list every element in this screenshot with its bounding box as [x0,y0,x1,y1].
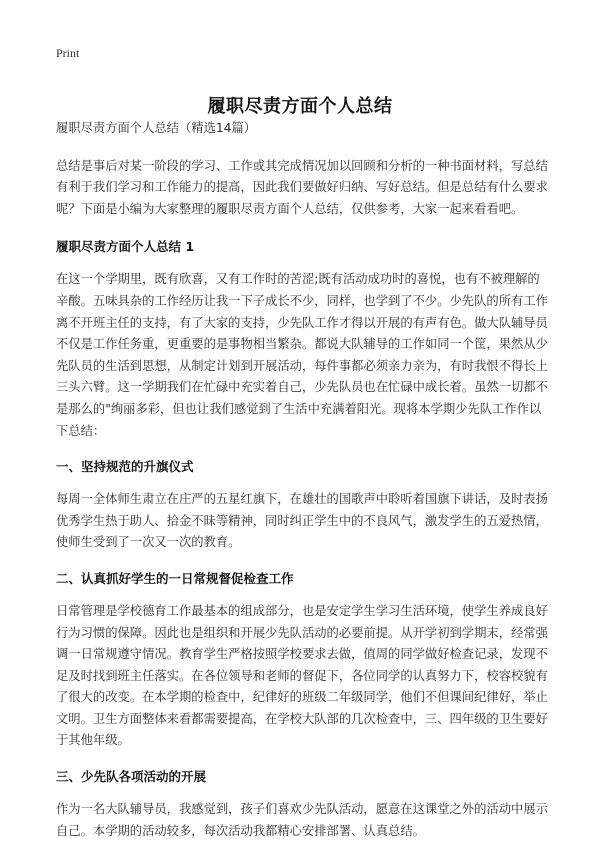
article-heading: 履职尽责方面个人总结 1 [56,239,195,255]
page-title: 履职尽责方面个人总结 [207,96,393,118]
article-paragraph: 在这一个学期里，既有欣喜，又有工作时的苦涩;既有活动成功时的喜悦，也有不被理解的辛酸。五味具杂的工作经历让我一下子成长不少，同样，也学到了不少。少先队的所有工作离不开班主任的支持，有了大家的支持，少先队工作才得以开展的有声有色。做大队辅导员不仅是工作任务重，更重要的是事物相当繁杂。都说大队辅导的工作如同一个筐，果然从少先队员的生活到思想，从制定计划到开展活动，每件事都必须亲力亲为，有时我恨不得长上三头六臂。这一学期我们在忙碌中充实着自己，少先队员也在忙碌中成长着。虽然一切都不是那么的"绚丽多彩，但也让我们感觉到了生活中充满着阳光。现将本学期少先队工作作以下总结： [56,272,548,438]
section-paragraph-1: 每周一全体师生肃立在庄严的五星红旗下，在雄壮的国歌声中聆听着国旗下讲话，及时表扬优秀学生热于助人、拾金不昧等精神，同时纠正学生中的不良风气，激发学生的五爱热情，使师生受到了一次又一次的教育。 [56,492,548,550]
section-heading-2: 二、认真抓好学生的一日常规督促检查工作 [56,570,294,586]
document-subtitle: 履职尽责方面个人总结（精选14篇） [56,121,257,135]
intro-paragraph: 总结是事后对某一阶段的学习、工作或其完成情况加以回顾和分析的一种书面材料，写总结有利于我们学习和工作能力的提高，因此我们要做好归纳、写好总结。但是总结有什么要求呢？下面是小编为大家整理的履职尽责方面个人总结，仅供参考，大家一起来看看吧。 [56,158,548,216]
section-paragraph-3: 作为一名大队辅导员，我感觉到，孩子们喜欢少先队活动，愿意在这课堂之外的活动中展示自己。本学期的活动较多，每次活动我都精心安排部署、认真总结。 [56,802,548,838]
section-heading-1: 一、坚持规范的升旗仪式 [56,459,194,475]
section-paragraph-2: 日常管理是学校德育工作最基本的组成部分，也是安定学生学习生活环境，使学生养成良好行为习惯的保障。因此也是组织和开展少先队活动的必要前提。从开学初到学期末，经常强调一日常规遵守情况。教育学生严格按照学校要求去做，值周的同学做好检查记录，发现不足及时找到班主任落实。在各位领导和老师的督促下，各位同学的认真努力下，校容校貌有了很大的改变。在本学期的检查中，纪律好的班级二年级同学，他们不但课间纪律好，举止文明。卫生方面整体来看都需要提高，在学校大队部的几次检查中，三、四年级的卫生要好于其他年级。 [56,603,548,748]
print-link[interactable]: Print [56,46,80,60]
document-body [56,118,548,856]
section-heading-3: 三、少先队各项活动的开展 [56,769,207,785]
